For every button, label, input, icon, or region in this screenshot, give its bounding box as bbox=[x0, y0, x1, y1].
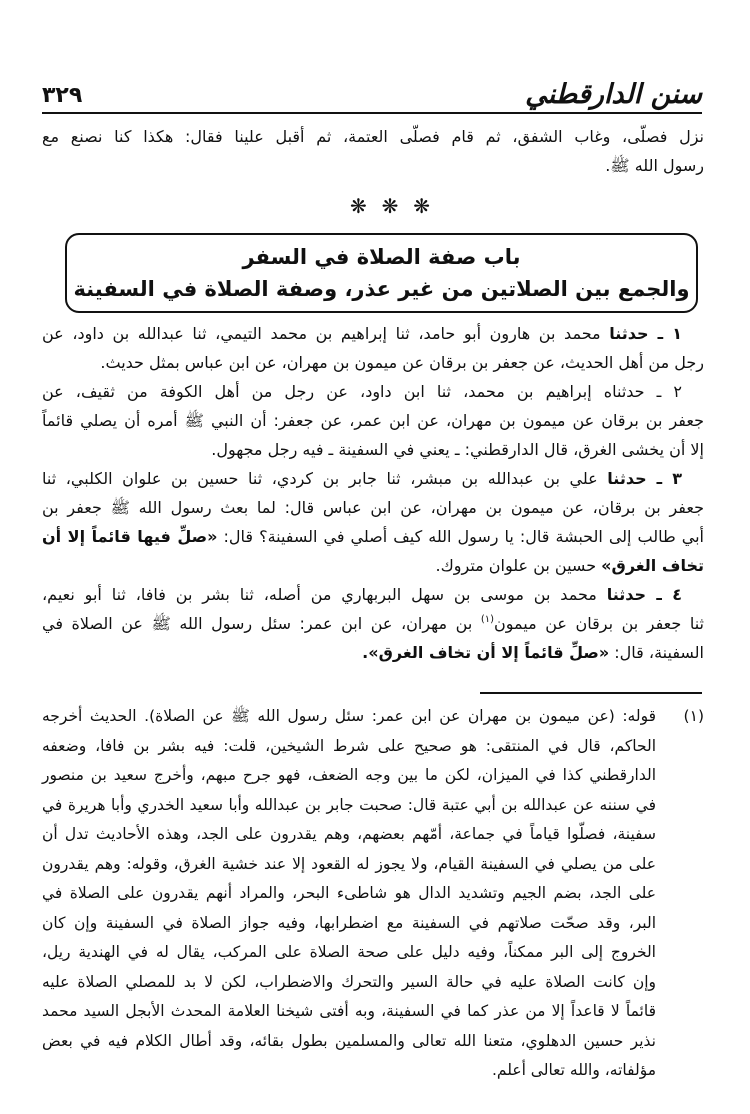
prophetic-quote: «صلِّ فيها قائماً إلا أن bbox=[42, 527, 218, 546]
hadith-line: ٤ ـ حدثنا محمد بن موسى بن سهل البربهاري من أصله، ثنا بشر بن فافا، ثنا أبو نعيم، bbox=[42, 585, 682, 604]
footnote-reference[interactable]: (١) bbox=[480, 614, 495, 625]
hadith-line: ١ ـ حدثنا محمد بن هارون أبو حامد، ثنا إبراهيم بن محمد التيمي، ثنا عبدالله بن داود، عن bbox=[42, 324, 682, 343]
footnote-rule bbox=[480, 692, 702, 694]
hadith-line: جعفر بن برقان، عن ميمون بن مهران، عن ابن عباس قال: لما بعث رسول الله ﷺ جعفر بن bbox=[42, 498, 704, 517]
hadith-line: أبي طالب إلى الحبشة قال: يا رسول الله كيف أصلي في السفينة؟ قال: «صلِّ فيها قائماً إلا أن bbox=[42, 527, 704, 546]
hadith-line: إلا أن يخشى الغرق، قال الدارقطني: ـ يعني في السفينة ـ فيه رجل مجهول. bbox=[211, 440, 704, 459]
hadith-line: جعفر بن برقان عن ميمون بن مهران، عن ابن عمر، عن جعفر: أن النبي ﷺ أمره أن يصلي قائماً bbox=[42, 411, 704, 430]
footnote-line: في سننه عن عبدالله بن أبي عتبة قال: صحبت جابر بن عبدالله وأبا سعيد الخدري وأبا هريرة في bbox=[42, 795, 656, 814]
footnote-line: الحاكم، قال في المنتقى: هو صحيح على شرط الشيخين، قلت: فيه بشر بن فافا، وضعفه bbox=[42, 736, 656, 755]
hadith-number: ١ ـ حدثنا bbox=[609, 324, 682, 343]
hadith-number: ٤ ـ حدثنا bbox=[606, 585, 682, 604]
footnote-line: على من يصلي في السفينة القيام، ولا يجوز له القعود إلا عند خشية الغرق، وقوله: وهم يقدرون bbox=[42, 854, 656, 873]
page-number: ٣٢٩ bbox=[42, 83, 83, 108]
prophetic-quote: «صلِّ قائماً إلا أن تخاف الغرق». bbox=[362, 643, 610, 662]
footnote-line: قائماً لا قاعداً إلا من عذر كما في السفينة، وبه أفتى شيخنا العلامة المحدث الأبجل السيد محمد bbox=[42, 1002, 656, 1020]
hadith-4 bbox=[42, 580, 704, 667]
flower-ornament-icon: ❋ bbox=[413, 194, 430, 218]
footnote-line: نذير حسين الدهلوي، متعنا الله تعالى والمسلمين بطول بقائه، وقد أطال الكلام فيه في بعض bbox=[42, 1031, 656, 1050]
chapter-title-line-2: والجمع بين الصلاتين من غير عذر، وصفة الصلاة في السفينة bbox=[73, 277, 690, 301]
intro-paragraph bbox=[42, 122, 704, 180]
flower-ornament-icon: ❋ bbox=[350, 194, 367, 218]
chapter-title-line-1: باب صفة الصلاة في السفر bbox=[242, 245, 521, 269]
hadith-line: رجل من أهل الحديث، عن جعفر بن برقان عن ميمون بن مهران، عن ابن عباس بمثل حديث. bbox=[100, 353, 704, 372]
hadith-2 bbox=[42, 377, 704, 464]
section-separator bbox=[350, 194, 430, 218]
hadith-1 bbox=[42, 319, 704, 377]
footnote-line: على الجد، بضم الجيم وتشديد الدال هو شاطىء البحر، والمراد أنهم يقدرون على الصلاة في bbox=[42, 884, 656, 902]
hadith-line: ثنا جعفر بن برقان عن ميمون$^{(١)}$ بن مهران، عن ابن عمر: سئل رسول الله ﷺ عن الصلاة في bbox=[42, 614, 704, 633]
footnote-line: وإن كانت الصلاة عليه في حالة السير والتحرك والاضطراب، لكن لا بد للمصلي الصلاة عليه bbox=[42, 972, 656, 991]
hadith-number: ٢ bbox=[673, 382, 682, 401]
hadith-line: ٣ ـ حدثنا علي بن عبدالله بن مبشر، ثنا جابر بن كردي، ثنا حسين بن علوان الكلبي، ثنا bbox=[42, 469, 682, 488]
intro-line: رسول الله ﷺ. bbox=[605, 156, 704, 175]
prophetic-quote: تخاف الغرق» bbox=[601, 556, 704, 575]
footnote-line: سفينة، فصلّوا قياماً في جماعة، أمّهم بعضهم، وهم يقدرون على الجد، وهذه الأحاديث تدل أن bbox=[42, 825, 656, 843]
header-rule bbox=[42, 112, 702, 114]
hadith-line: تخاف الغرق» حسين بن علوان متروك. bbox=[435, 556, 704, 575]
flower-ornament-icon: ❋ bbox=[381, 194, 399, 218]
footnote-1 bbox=[42, 702, 704, 1086]
footnote-line: (١)قوله: (عن ميمون بن مهران عن ابن عمر: سئل رسول الله ﷺ عن الصلاة). الحديث أخرجه bbox=[42, 702, 704, 732]
footnote-line: مؤلفاته، والله تعالى أعلم. bbox=[491, 1061, 656, 1079]
footnote-line: البر، وقد صحّت صلاتهم في السفينة مع اضطرابها، وفيه جواز الصلاة في السفينة وإن كان bbox=[42, 913, 656, 932]
chapter-heading-box bbox=[65, 233, 698, 313]
footnote-line: الخروج إلى البر ممكناً، وفيه دليل على صحة الصلاة على المركب، يقال له في الهندية ريل، bbox=[42, 943, 656, 961]
hadith-line: ٢ ـ حدثناه إبراهيم بن محمد، ثنا ابن داود، عن رجل من أهل الكوفة من ثقيف، عن bbox=[42, 382, 682, 401]
hadith-3 bbox=[42, 464, 704, 580]
hadith-line: السفينة، قال: «صلِّ قائماً إلا أن تخاف الغرق». bbox=[362, 643, 704, 662]
intro-line: نزل فصلّى، وغاب الشفق، ثم قام فصلّى العتمة، ثم أقبل علينا فقال: هكذا كنا نصنع مع bbox=[42, 127, 704, 146]
book-title: سنن الدارقطني bbox=[525, 79, 702, 110]
hadith-number: ٣ ـ حدثنا bbox=[607, 469, 682, 488]
footnote-marker: (١) bbox=[683, 707, 704, 725]
footnote-line: الدارقطني كذا في الميزان، لكن ما بين وجه الضعف، فهو جرح مبهم، وأخرج سعيد بن منصور bbox=[42, 766, 656, 784]
